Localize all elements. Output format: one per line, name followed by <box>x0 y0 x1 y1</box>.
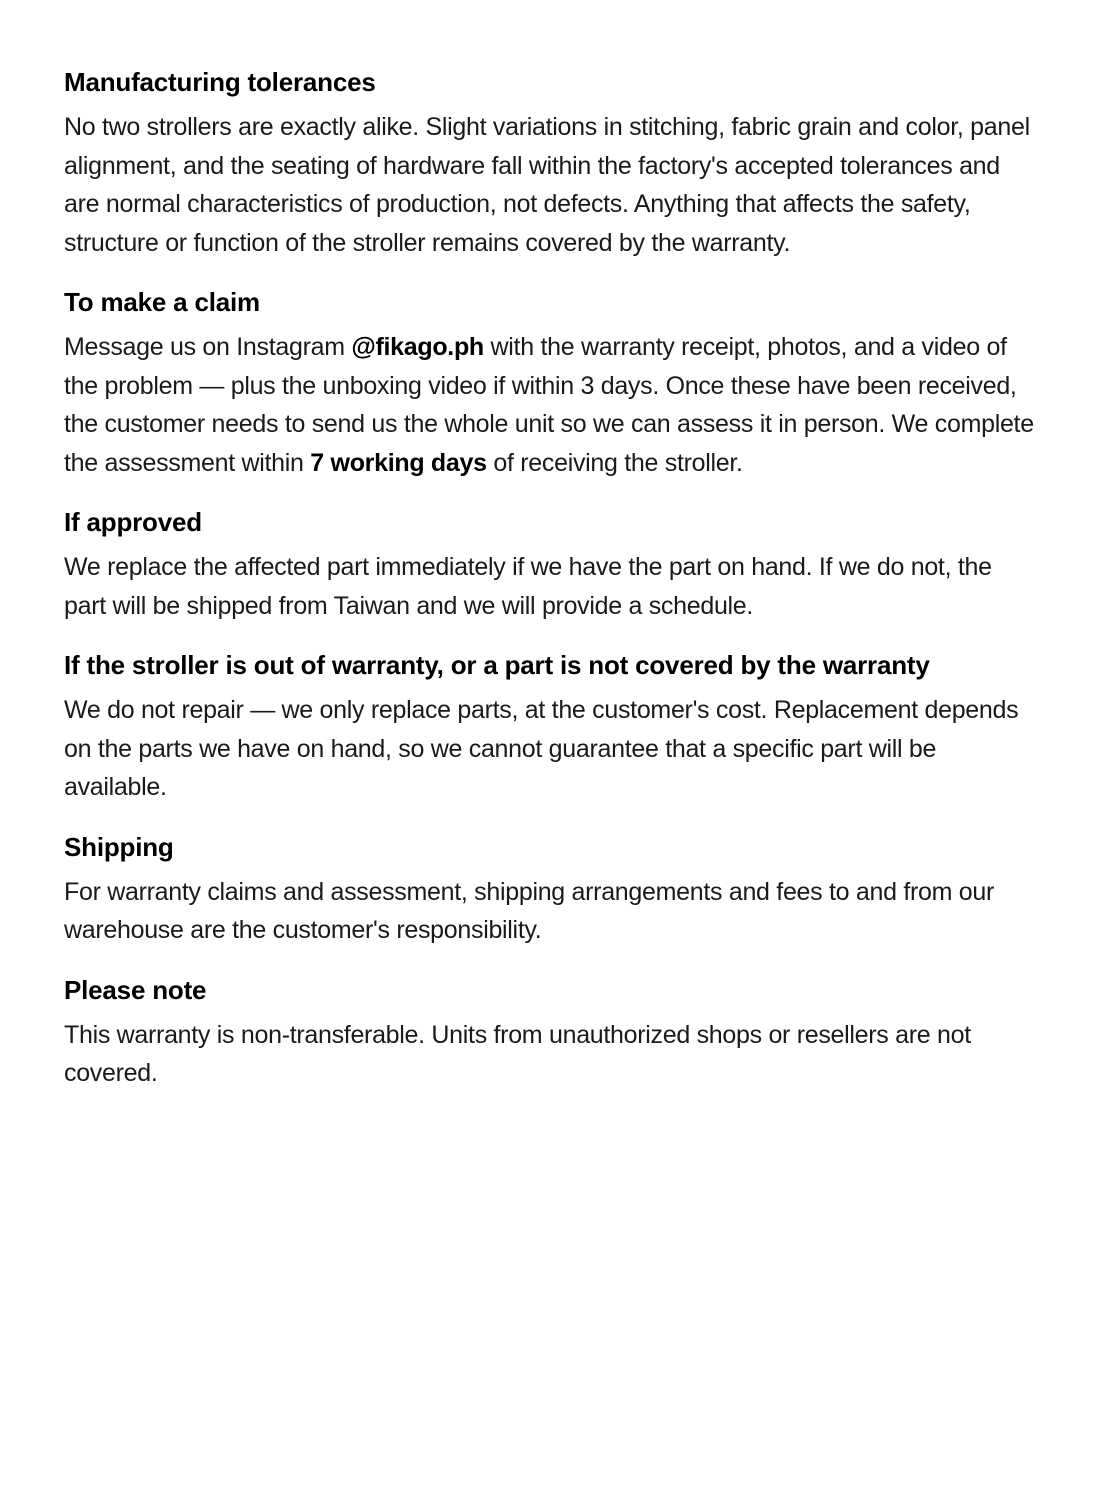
section-body: No two strollers are exactly alike. Slight variations in stitching, fabric grain and color, panel alignment, and the seating of hardware fall within the factory's accepted tolerances and are normal characteristics of production, not defects. Anything that affects the safety, structure or function of the stroller remains covered by the warranty. <box>64 113 1030 257</box>
section-heading: To make a claim <box>64 287 260 317</box>
section-please-note <box>64 970 1039 1093</box>
section-body: This warranty is non-transferable. Units from unauthorized shops or resellers are not covered. <box>64 1020 971 1087</box>
body-text: Message us on Instagram <box>64 333 352 361</box>
section-heading: If approved <box>64 507 202 537</box>
warranty-document <box>64 62 1039 1113</box>
section-heading: Manufacturing tolerances <box>64 67 376 97</box>
body-text: with the warranty receipt, photos, and a video of the problem — plus the unboxing video if within 3 days. Once these have been received, the customer needs to send us the whole unit so we can assess it in person. We complete the assessment within <box>64 333 1034 477</box>
section-heading: If the stroller is out of warranty, or a part is not covered by the warranty <box>64 650 930 680</box>
section-out-of-warranty <box>64 645 1039 807</box>
section-body <box>64 328 1039 482</box>
section-shipping <box>64 827 1039 950</box>
section-body: For warranty claims and assessment, shipping arrangements and fees to and from our warehouse are the customer's responsibility. <box>64 877 995 944</box>
section-heading: Please note <box>64 974 207 1005</box>
section-body: We replace the affected part immediately if we have the part on hand. If we do not, the part will be shipped from Taiwan and we will provide a schedule. <box>64 553 992 620</box>
section-make-a-claim <box>64 282 1039 482</box>
section-manufacturing-tolerances <box>64 62 1039 262</box>
section-body: We do not repair — we only replace parts, at the customer's cost. Replacement depends on the parts we have on hand, so we cannot guarantee that a specific part will be available. <box>64 696 1019 801</box>
section-heading: Shipping <box>64 831 174 862</box>
section-if-approved <box>64 502 1039 625</box>
assessment-period: 7 working days <box>310 448 487 477</box>
instagram-handle: @fikago.ph <box>351 333 484 361</box>
body-text: of receiving the stroller. <box>486 448 743 477</box>
